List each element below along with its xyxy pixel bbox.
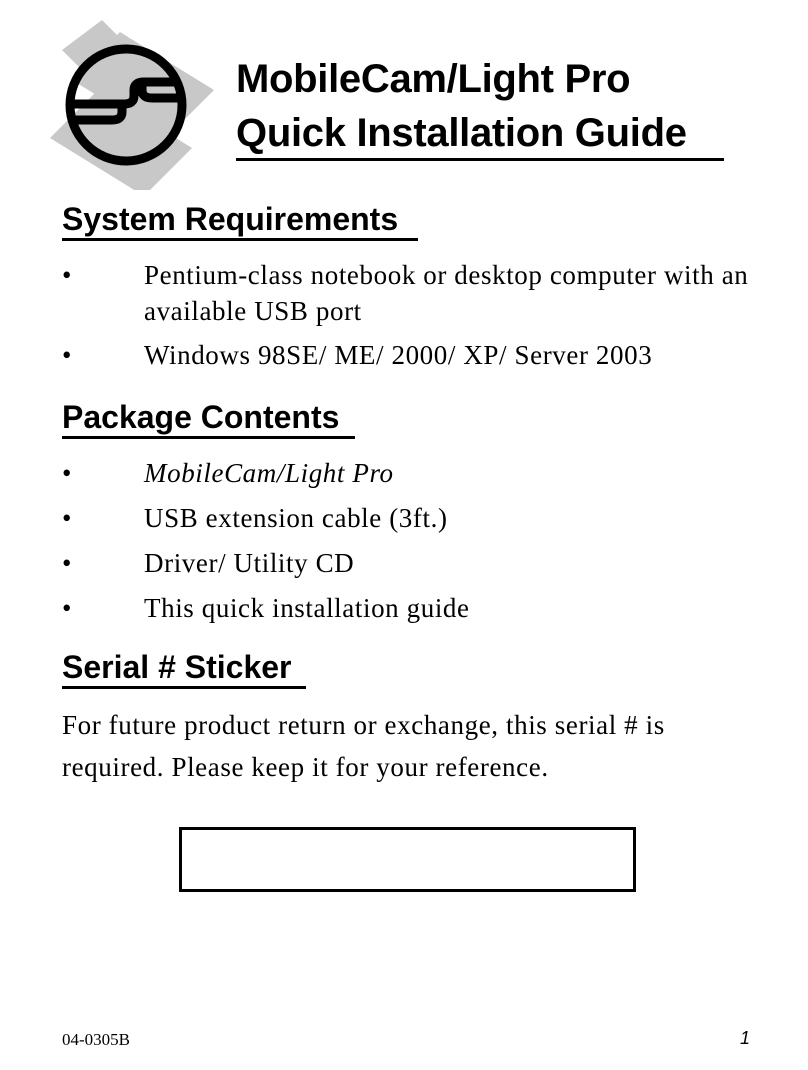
list-item [62, 590, 762, 626]
title-underline [236, 158, 724, 161]
package-contents-list [62, 455, 762, 626]
list-item [62, 455, 762, 491]
siig-logo-icon [42, 20, 222, 190]
list-item-text: Windows 98SE/ ME/ 2000/ XP/ Server 2003 [144, 340, 653, 370]
serial-sticker-underline [62, 686, 306, 689]
list-item-text: This quick installation guide [144, 593, 470, 623]
bullet-icon: • [62, 458, 73, 488]
list-item-text: MobileCam/Light Pro [144, 458, 394, 488]
list-item-text: USB extension cable (3ft.) [144, 503, 448, 533]
bullet-icon: • [62, 593, 73, 623]
system-requirements-list [62, 257, 762, 373]
package-contents-underline [62, 436, 355, 439]
bullet-icon: • [62, 340, 73, 370]
document-title [236, 52, 724, 160]
package-contents-heading: Package Contents [62, 399, 340, 435]
system-requirements-underline [62, 238, 418, 241]
bullet-icon: • [62, 503, 73, 533]
bullet-icon: • [62, 548, 73, 578]
bullet-icon: • [62, 260, 73, 290]
title-line-2: Quick Installation Guide [236, 111, 687, 155]
list-item [62, 337, 762, 373]
serial-number-sticker-box [179, 827, 636, 892]
list-item [62, 545, 762, 581]
list-item-text: Pentium-class notebook or desktop computer with an available USB port [144, 260, 749, 326]
document-code: 04-0305B [62, 1030, 130, 1049]
page-number: 1 [740, 1028, 751, 1048]
list-item [62, 500, 762, 536]
system-requirements-heading: System Requirements [62, 201, 399, 237]
list-item-text: Driver/ Utility CD [144, 548, 355, 578]
title-line-1: MobileCam/Light Pro [236, 57, 631, 101]
serial-sticker-heading: Serial # Sticker [62, 649, 292, 685]
serial-sticker-text: For future product return or exchange, this serial # is required. Please keep it for your reference. [62, 710, 665, 782]
list-item [62, 257, 762, 329]
